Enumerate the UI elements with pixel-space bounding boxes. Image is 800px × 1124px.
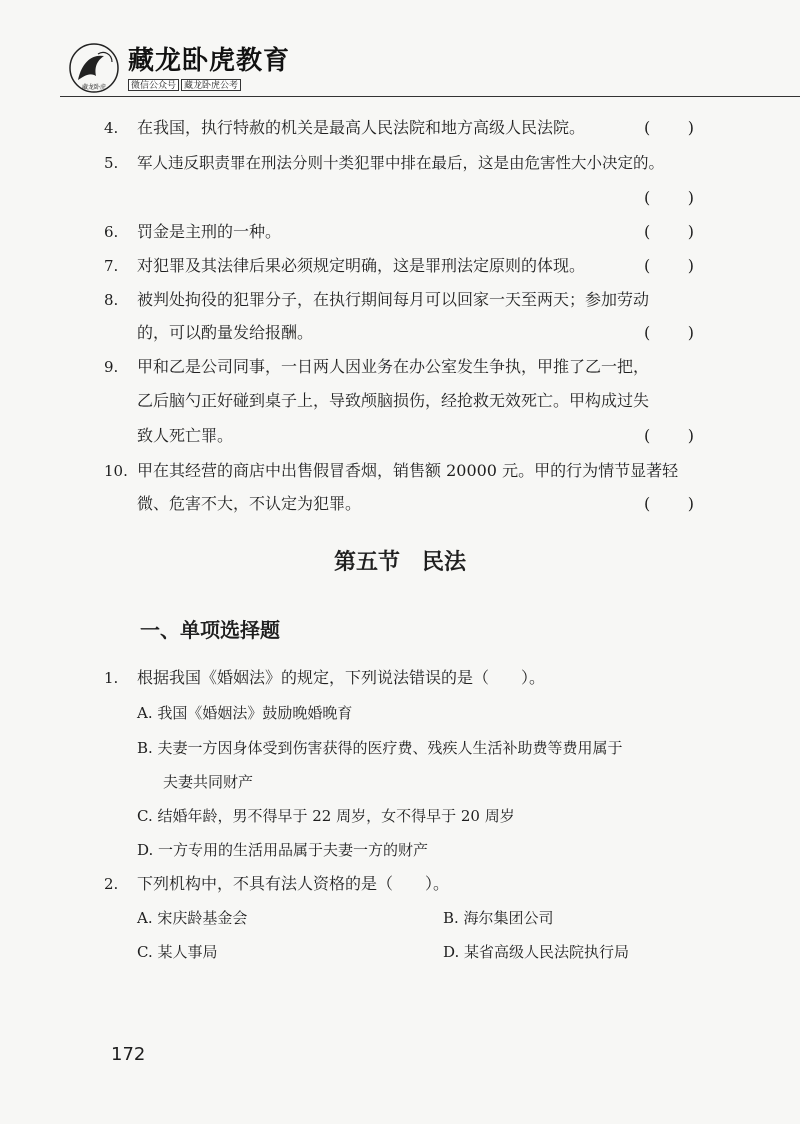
- section-title: 第五节 民法: [333, 550, 466, 575]
- question-number: 8.: [104, 291, 119, 309]
- answer-option[interactable]: C. 某人事局: [137, 943, 218, 961]
- question-number: 10.: [104, 462, 128, 480]
- question-number: 6.: [104, 223, 119, 241]
- question-text: 对犯罪及其法律后果必须规定明确，这是罪刑法定原则的体现。: [137, 256, 586, 275]
- question-number: 4.: [104, 119, 119, 137]
- answer-option[interactable]: B. 夫妻一方因身体受到伤害获得的医疗费、残疾人生活补助费等费用属于: [137, 739, 623, 757]
- question-text: 微、危害不大，不认定为犯罪。: [137, 494, 362, 513]
- answer-option[interactable]: D. 某省高级人民法院执行局: [443, 943, 630, 961]
- answer-blank[interactable]: ( ): [644, 494, 694, 513]
- answer-option[interactable]: B. 海尔集团公司: [443, 909, 554, 927]
- subsection-title: 一、单项选择题: [140, 618, 280, 642]
- header-divider: [60, 96, 800, 97]
- question-text: 在我国，执行特赦的机关是最高人民法院和地方高级人民法院。: [137, 118, 586, 137]
- answer-option[interactable]: C. 结婚年龄，男不得早于 22 周岁，女不得早于 20 周岁: [137, 807, 515, 825]
- answer-option-continuation: 夫妻共同财产: [163, 773, 254, 791]
- question-number: 9.: [104, 358, 119, 376]
- question-number: 1.: [104, 669, 119, 687]
- answer-option[interactable]: A. 宋庆龄基金会: [137, 909, 248, 927]
- answer-blank[interactable]: ( ): [644, 426, 694, 445]
- question-text: 甲在其经营的商店中出售假冒香烟，销售额 20000 元。甲的行为情节显著轻: [137, 461, 679, 480]
- answer-blank[interactable]: ( ): [644, 222, 694, 241]
- question-text: 军人违反职责罪在刑法分则十类犯罪中排在最后，这是由危害性大小决定的。: [137, 154, 665, 172]
- question-text: 致人死亡罪。: [137, 426, 234, 445]
- wechat-label: 微信公众号: [128, 79, 179, 91]
- question-number: 7.: [104, 257, 119, 275]
- answer-blank[interactable]: ( ): [644, 323, 694, 342]
- question-text: 罚金是主刑的一种。: [137, 222, 282, 241]
- dragon-tiger-logo-icon: [68, 42, 120, 94]
- svg-text:藏龙卧虎: 藏龙卧虎: [81, 84, 107, 91]
- page-number: 172: [111, 1044, 146, 1065]
- question-text: 的，可以酌量发给报酬。: [137, 323, 314, 342]
- answer-option[interactable]: D. 一方专用的生活用品属于夫妻一方的财产: [137, 841, 429, 859]
- question-number: 5.: [104, 154, 119, 172]
- question-text: 被判处拘役的犯罪分子，在执行期间每月可以回家一天至两天；参加劳动: [137, 290, 650, 309]
- question-number: 2.: [104, 875, 119, 893]
- page-header: [0, 0, 800, 100]
- question-text: 乙后脑勺正好碰到桌子上，导致颅脑损伤，经抢救无效死亡。甲构成过失: [137, 391, 650, 410]
- answer-blank[interactable]: ( ): [644, 118, 694, 137]
- question-text: 甲和乙是公司同事，一日两人因业务在办公室发生争执，甲推了乙一把，: [137, 357, 650, 376]
- brand-subtitle: [128, 79, 241, 91]
- answer-blank[interactable]: ( ): [644, 188, 694, 207]
- answer-blank[interactable]: ( ): [644, 256, 694, 275]
- question-stem: 根据我国《婚姻法》的规定，下列说法错误的是（ ）。: [137, 668, 546, 687]
- account-label: 藏龙卧虎公考: [181, 79, 241, 91]
- brand-title: 藏龙卧虎教育: [128, 46, 291, 76]
- question-stem: 下列机构中，不具有法人资格的是（ ）。: [137, 874, 450, 893]
- answer-option[interactable]: A. 我国《婚姻法》鼓励晚婚晚育: [137, 704, 353, 722]
